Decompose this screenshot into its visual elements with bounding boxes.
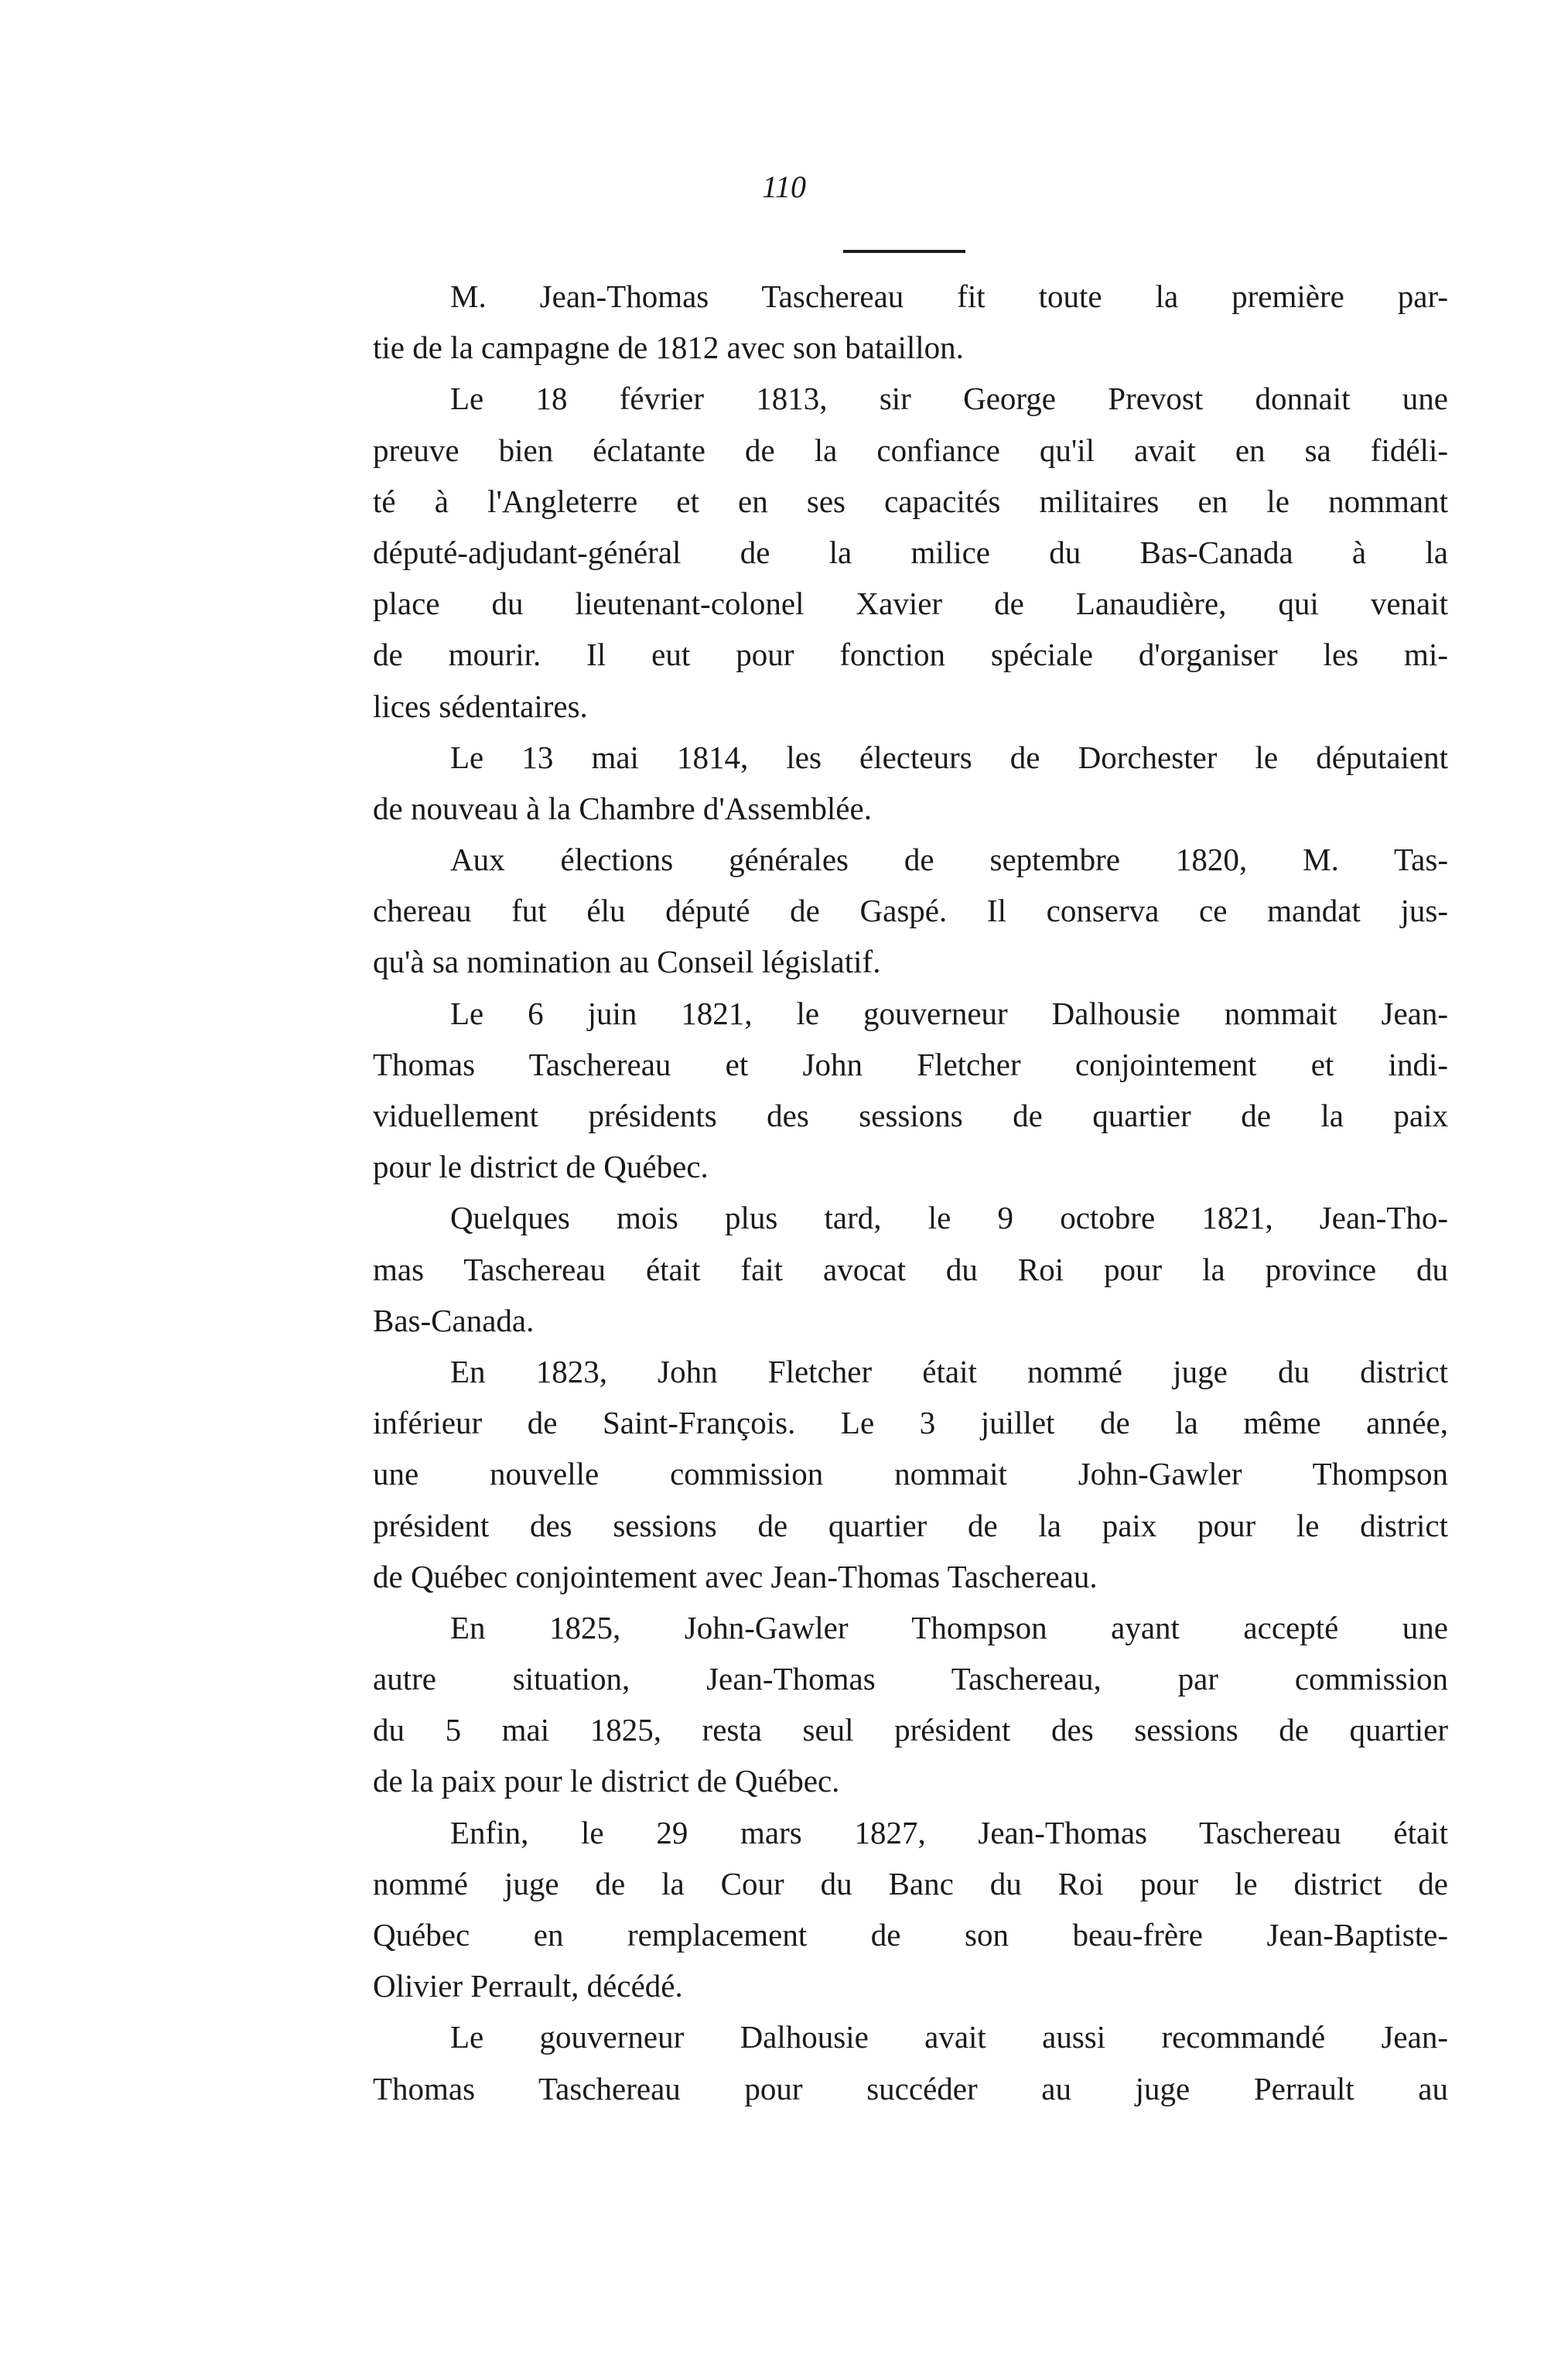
paragraph — [373, 1192, 1448, 1346]
text-line: autre situation, Jean-Thomas Taschereau, par commission — [373, 1661, 1448, 1697]
text-line: Bas-Canada. — [373, 1302, 535, 1338]
text-line: de Québec conjointement avec Jean-Thomas Taschereau. — [373, 1558, 1098, 1594]
text-line: preuve bien éclatante de la confiance qu'il avait en sa fidéli- — [373, 432, 1448, 468]
text-line: président des sessions de quartier de la paix pour le district — [373, 1507, 1448, 1543]
text-line: Enfin, le 29 mars 1827, Jean-Thomas Taschereau était — [450, 1814, 1448, 1850]
paragraph — [373, 2011, 1448, 2113]
page-number-rule — [843, 250, 965, 253]
text-line: Aux élections générales de septembre 1820, M. Tas- — [450, 842, 1448, 878]
text-line: Quelques mois plus tard, le 9 octobre 1821, Jean-Tho- — [450, 1200, 1448, 1236]
body-text — [373, 271, 1448, 2114]
text-line: Le 13 mai 1814, les électeurs de Dorchester le députaient — [450, 739, 1448, 775]
text-line: Thomas Taschereau pour succéder au juge Perrault au — [373, 2070, 1448, 2106]
paragraph — [373, 271, 1448, 373]
text-line: une nouvelle commission nommait John-Gawler Thompson — [373, 1456, 1448, 1492]
text-line: Le gouverneur Dalhousie avait aussi recommandé Jean- — [450, 2019, 1448, 2055]
page-number: 110 — [761, 169, 807, 204]
paragraph — [373, 732, 1448, 834]
text-line: Le 6 juin 1821, le gouverneur Dalhousie nommait Jean- — [450, 995, 1448, 1031]
paragraph — [373, 1602, 1448, 1807]
text-line: té à l'Angleterre et en ses capacités militaires en le nommant — [373, 483, 1448, 519]
text-line: nommé juge de la Cour du Banc du Roi pour le district de — [373, 1865, 1448, 1901]
text-line: M. Jean-Thomas Taschereau fit toute la première par- — [450, 278, 1448, 314]
paragraph — [373, 834, 1448, 988]
paragraph — [373, 1807, 1448, 2012]
text-line: Thomas Taschereau et John Fletcher conjointement et indi- — [373, 1046, 1448, 1082]
text-line: du 5 mai 1825, resta seul président des sessions de quartier — [373, 1712, 1448, 1748]
text-line: député-adjudant-général de la milice du Bas-Canada à la — [373, 534, 1448, 570]
text-line: Olivier Perrault, décédé. — [373, 1968, 683, 2004]
text-line: En 1823, John Fletcher était nommé juge du district — [450, 1353, 1448, 1389]
paragraph — [373, 988, 1448, 1193]
text-line: mas Taschereau était fait avocat du Roi pour la province du — [373, 1251, 1448, 1287]
text-line: Le 18 février 1813, sir George Prevost donnait une — [450, 381, 1448, 417]
text-line: de la paix pour le district de Québec. — [373, 1763, 840, 1799]
text-line: pour le district de Québec. — [373, 1149, 709, 1185]
text-line: qu'à sa nomination au Conseil législatif. — [373, 944, 881, 980]
text-line: viduellement présidents des sessions de quartier de la paix — [373, 1098, 1448, 1133]
text-line: inférieur de Saint-François. Le 3 juillet de la même année, — [373, 1405, 1448, 1441]
text-line: lices sédentaires. — [373, 688, 588, 724]
text-line: Québec en remplacement de son beau-frère Jean-Baptiste- — [373, 1917, 1448, 1953]
text-line: tie de la campagne de 1812 avec son bataillon. — [373, 330, 964, 366]
text-line: de nouveau à la Chambre d'Assemblée. — [373, 790, 872, 826]
paragraph — [373, 1346, 1448, 1602]
text-line: de mourir. Il eut pour fonction spéciale d'organiser les mi- — [373, 637, 1448, 673]
text-line: place du lieutenant-colonel Xavier de Lanaudière, qui venait — [373, 586, 1448, 622]
text-line: chereau fut élu député de Gaspé. Il conserva ce mandat jus- — [373, 893, 1448, 929]
paragraph — [373, 373, 1448, 731]
text-line: En 1825, John-Gawler Thompson ayant accepté une — [450, 1609, 1448, 1645]
